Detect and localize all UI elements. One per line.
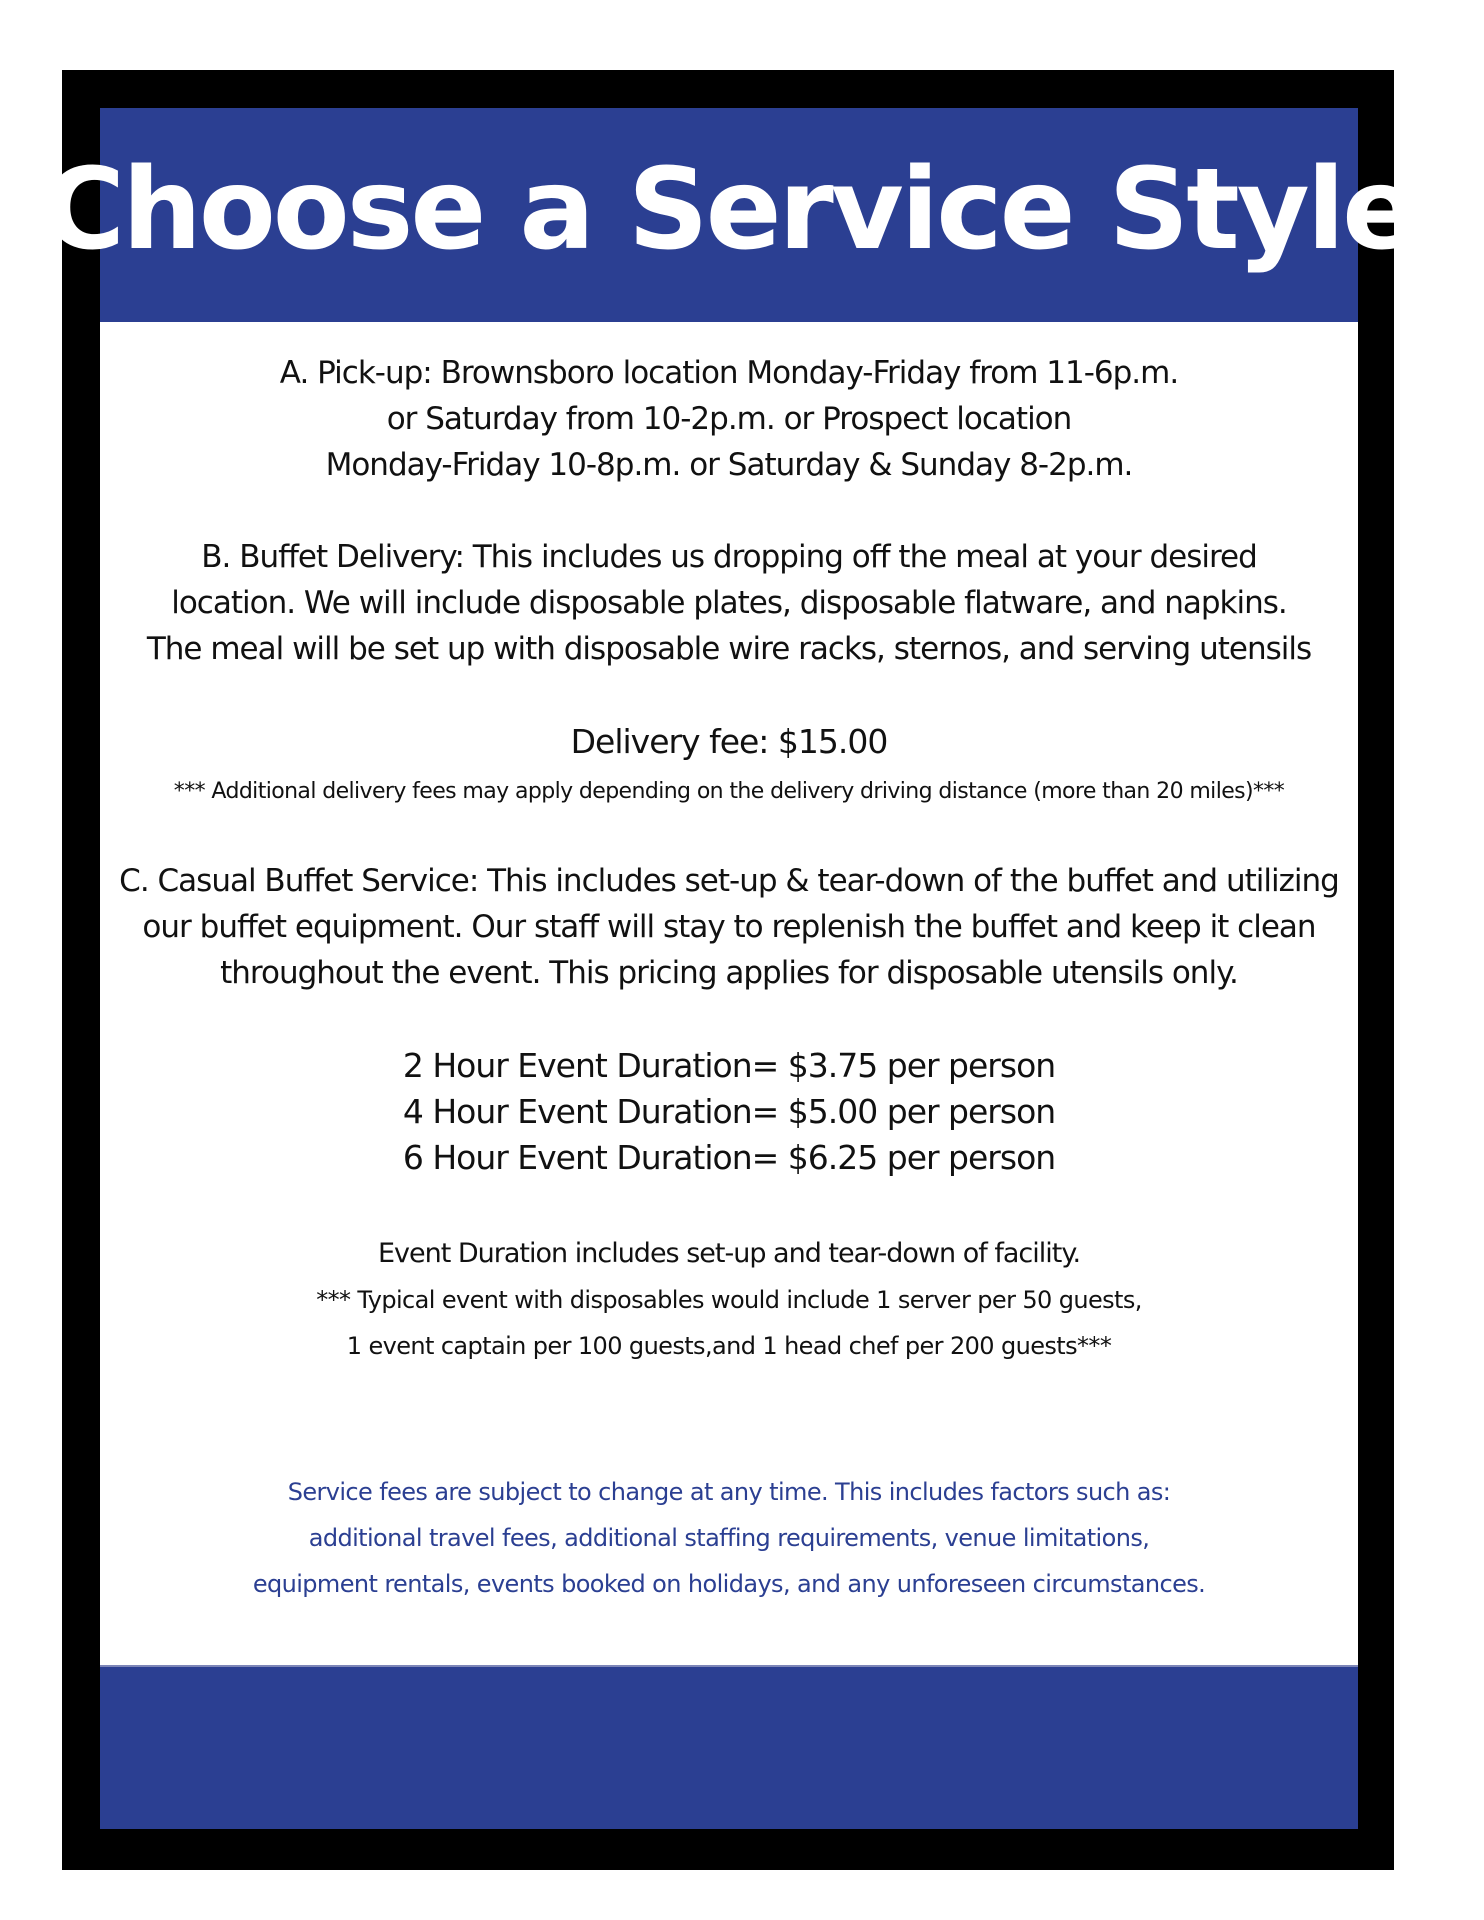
buffet-delivery-line-2: location. We will include disposable plates, disposable flatware, and napkins. [171,585,1287,621]
disclaimer-line-2: additional travel fees, additional staffing requirements, venue limitations, [308,1524,1150,1552]
page-title: Choose a Service Style [42,145,1416,275]
casual-buffet-line-1: C. Casual Buffet Service: This includes set-up & tear-down of the buffet and utilizing [119,863,1339,899]
event-duration-notes [100,1231,1358,1369]
buffet-delivery-section [100,534,1358,672]
delivery-fee-note-text: *** Additional delivery fees may apply depending on the delivery driving distance (more than 20 miles)*** [173,779,1285,804]
pricing-2-hour: 2 Hour Event Duration= $3.75 per person [402,1046,1056,1085]
buffet-delivery-line-1: B. Buffet Delivery: This includes us dropping off the meal at your desired [201,539,1257,575]
pricing-4-hour: 4 Hour Event Duration= $5.00 per person [402,1092,1056,1131]
pricing-6-hour: 6 Hour Event Duration= $6.25 per person [402,1138,1056,1177]
pickup-section [100,350,1358,488]
header-banner [42,108,1416,322]
casual-buffet-line-3: throughout the event. This pricing applies for disposable utensils only. [220,955,1238,991]
casual-buffet-section [100,858,1358,996]
delivery-fee [100,719,1358,765]
pickup-line-2: or Saturday from 10-2p.m. or Prospect location [386,401,1072,437]
disclaimer-line-3: equipment rentals, events booked on holidays, and any unforeseen circumstances. [252,1570,1206,1598]
pricing-list [100,1043,1358,1181]
footer-banner [100,1667,1358,1829]
pickup-line-3: Monday-Friday 10-8p.m. or Saturday & Sunday 8-2p.m. [325,447,1133,483]
disclaimer-section [100,1469,1358,1607]
delivery-fee-text: Delivery fee: $15.00 [570,722,888,761]
delivery-fee-note [100,776,1358,808]
flyer-panel [42,108,1416,1829]
casual-buffet-line-2: our buffet equipment. Our staff will stay to replenish the buffet and keep it clean [142,909,1316,945]
staffing-note-1: *** Typical event with disposables would include 1 server per 50 guests, [316,1286,1142,1314]
event-duration-note: Event Duration includes set-up and tear-down of facility. [377,1238,1081,1269]
staffing-note-2: 1 event captain per 100 guests,and 1 head chef per 200 guests*** [346,1332,1112,1360]
pickup-line-1: A. Pick-up: Brownsboro location Monday-Friday from 11-6p.m. [279,355,1179,391]
buffet-delivery-line-3: The meal will be set up with disposable wire racks, sternos, and serving utensils [146,631,1312,667]
disclaimer-line-1: Service fees are subject to change at any time. This includes factors such as: [287,1478,1171,1506]
